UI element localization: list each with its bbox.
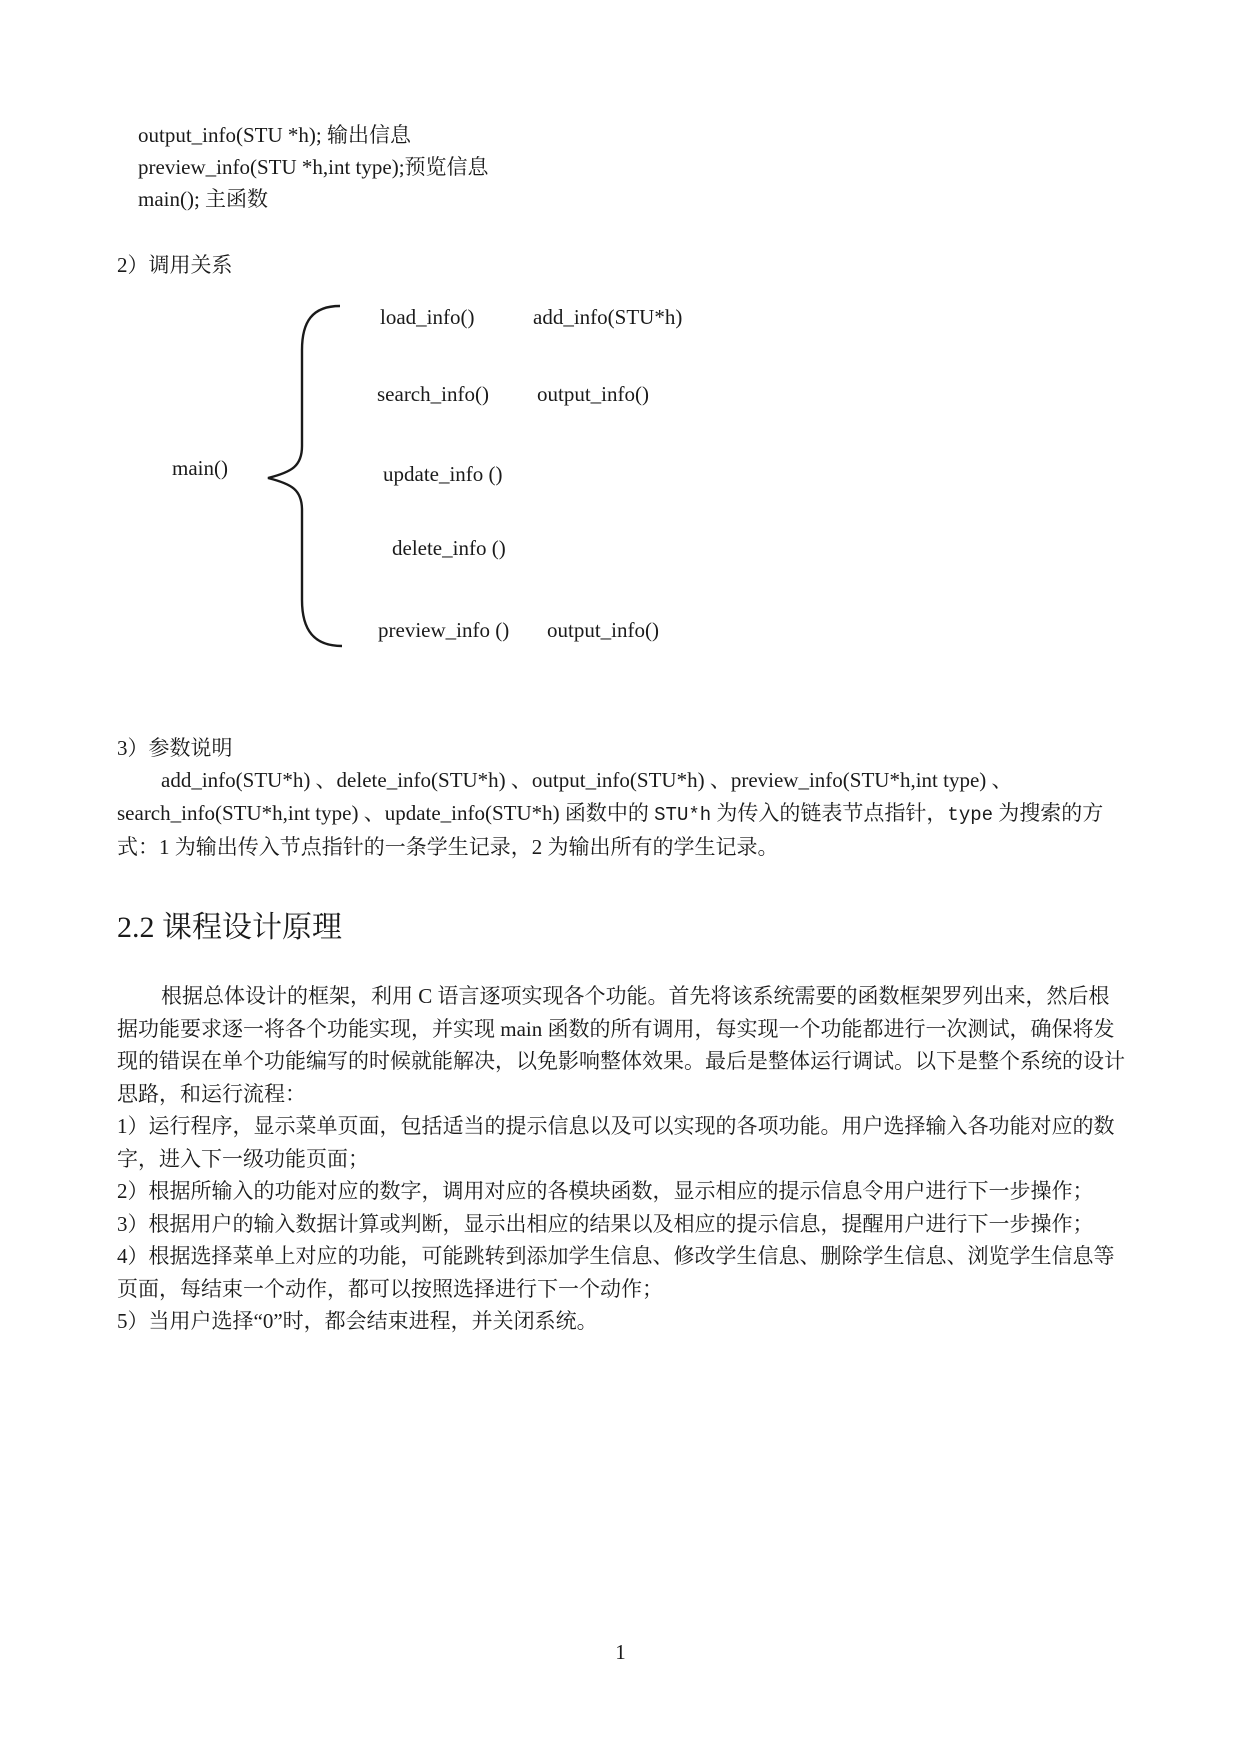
diagram-node-load-info: load_info() (380, 305, 475, 329)
section-label-parameters: 3）参数说明 (117, 736, 233, 760)
diagram-node-preview-info: preview_info () (378, 618, 510, 642)
section-heading: 2.2 课程设计原理 (117, 911, 342, 944)
parameter-text-3: 为搜索的方式：1 为输出传入节点指针的一条学生记录，2 为输出所有的学生记录。 (117, 800, 1104, 859)
design-principle-paragraph: 根据总体设计的框架，利用 C 语言逐项实现各个功能。首先将该系统需要的函数框架罗列出来，然后根据功能要求逐一将各个功能实现，并实现 main 函数的所有调用，每实现一个功能都进行一次测试，确保将发现的错误在单个功能编写的时候就能解决，以免影响整体效果。最后是整体运行调试。以下是整个系统的设计思路，和运行流程： (117, 984, 1125, 1106)
step-item: 2）根据所输入的功能对应的数字，调用对应的各模块函数，显示相应的提示信息令用户进行下一步操作； (117, 1179, 1094, 1203)
step-item: 4）根据选择菜单上对应的功能，可能跳转到添加学生信息、修改学生信息、删除学生信息、浏览学生信息等页面，每结束一个动作，都可以按照选择进行下一个动作； (117, 1244, 1115, 1301)
section-label-call-relation: 2）调用关系 (117, 253, 233, 277)
parameter-description (117, 764, 1127, 864)
diagram-root-main: main() (172, 456, 228, 480)
parameter-text-1: add_info(STU*h) 、delete_info(STU*h) 、output_info(STU*h) 、preview_info(STU*h,int type) 、 search_info(STU*h,int type) 、update_info(STU*h) 函数中的 (117, 768, 1013, 825)
parameter-text-2: 为传入的链表节点指针， (711, 800, 948, 825)
diagram-node-search-info: search_info() (377, 382, 489, 406)
step-item: 1）运行程序，显示菜单页面，包括适当的提示信息以及可以实现的各项功能。用户选择输入各功能对应的数字，进入下一级功能页面； (117, 1114, 1115, 1171)
code-type: type (947, 803, 994, 826)
diagram-node-output-info-2: output_info() (547, 618, 659, 642)
diagram-node-update-info: update_info () (383, 462, 503, 486)
diagram-node-delete-info: delete_info () (392, 536, 506, 560)
step-item: 5）当用户选择“0”时，都会结束进程，并关闭系统。 (117, 1309, 598, 1333)
step-item: 3）根据用户的输入数据计算或判断，显示出相应的结果以及相应的提示信息，提醒用户进行下一步操作； (117, 1211, 1094, 1236)
process-steps (117, 1110, 1127, 1338)
top-line-output-info: output_info(STU *h); 输出信息 (138, 123, 411, 147)
diagram-node-add-info: add_info(STU*h) (533, 305, 683, 329)
page-number: 1 (615, 1640, 626, 1664)
code-stu-pointer: STU*h (654, 803, 712, 826)
top-line-main: main(); 主函数 (138, 187, 269, 211)
curly-brace-icon (262, 300, 342, 660)
top-line-preview-info: preview_info(STU *h,int type);预览信息 (138, 155, 489, 179)
diagram-node-output-info: output_info() (537, 382, 649, 406)
